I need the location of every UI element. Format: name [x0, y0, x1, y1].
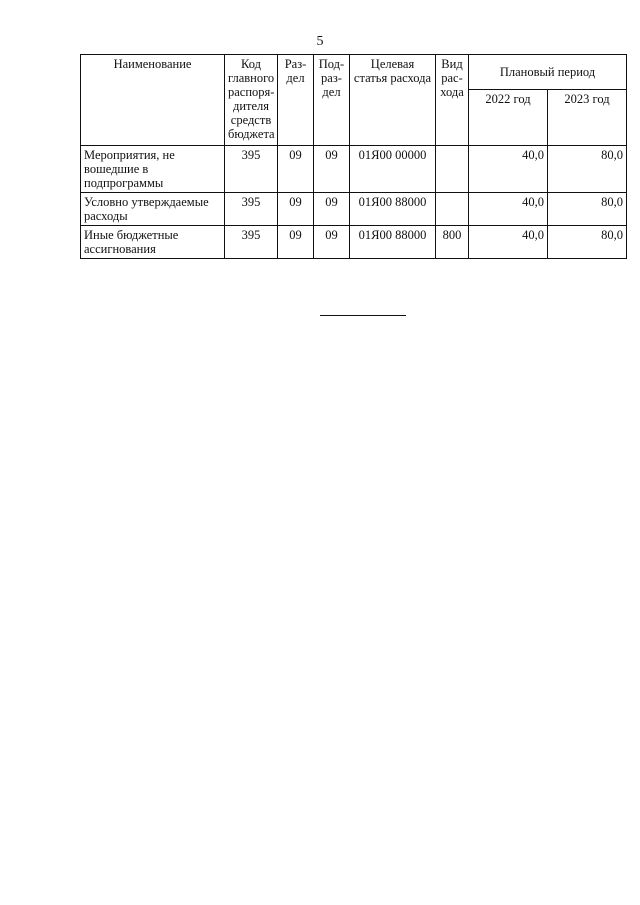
row-value-2022: 40,0: [469, 226, 548, 259]
header-target: Целевая статья расхода: [350, 55, 436, 146]
row-value-2023: 80,0: [548, 193, 627, 226]
row-subsection: 09: [314, 146, 350, 193]
header-period: Плановый период: [469, 55, 627, 90]
row-type: [436, 193, 469, 226]
header-code: Код главного распоря-дителя средств бюджета: [225, 55, 278, 146]
row-section: 09: [278, 226, 314, 259]
row-type: 800: [436, 226, 469, 259]
header-subsection: Под-раз-дел: [314, 55, 350, 146]
row-section: 09: [278, 193, 314, 226]
row-target: 01Я00 00000: [350, 146, 436, 193]
header-name: Наименование: [81, 55, 225, 146]
row-section: 09: [278, 146, 314, 193]
header-section: Раз-дел: [278, 55, 314, 146]
row-value-2023: 80,0: [548, 146, 627, 193]
page-number: 5: [316, 34, 324, 49]
row-code: 395: [225, 226, 278, 259]
row-name: Условно утверждаемые расходы: [81, 193, 225, 226]
row-target: 01Я00 88000: [350, 193, 436, 226]
table-row: [81, 193, 627, 226]
header-year-2022: 2022 год: [469, 90, 548, 146]
row-subsection: 09: [314, 226, 350, 259]
table-row: [81, 146, 627, 193]
row-name: Иные бюджетные ассигнования: [81, 226, 225, 259]
header-type: Вид рас-хода: [436, 55, 469, 146]
row-name: Мероприятия, не вошедшие в подпрограммы: [81, 146, 225, 193]
row-value-2022: 40,0: [469, 146, 548, 193]
row-value-2023: 80,0: [548, 226, 627, 259]
row-subsection: 09: [314, 193, 350, 226]
table-row: [81, 226, 627, 259]
row-code: 395: [225, 193, 278, 226]
budget-table: [80, 54, 627, 259]
row-type: [436, 146, 469, 193]
row-value-2022: 40,0: [469, 193, 548, 226]
row-target: 01Я00 88000: [350, 226, 436, 259]
row-code: 395: [225, 146, 278, 193]
end-separator-line: [320, 315, 406, 316]
header-year-2023: 2023 год: [548, 90, 627, 146]
